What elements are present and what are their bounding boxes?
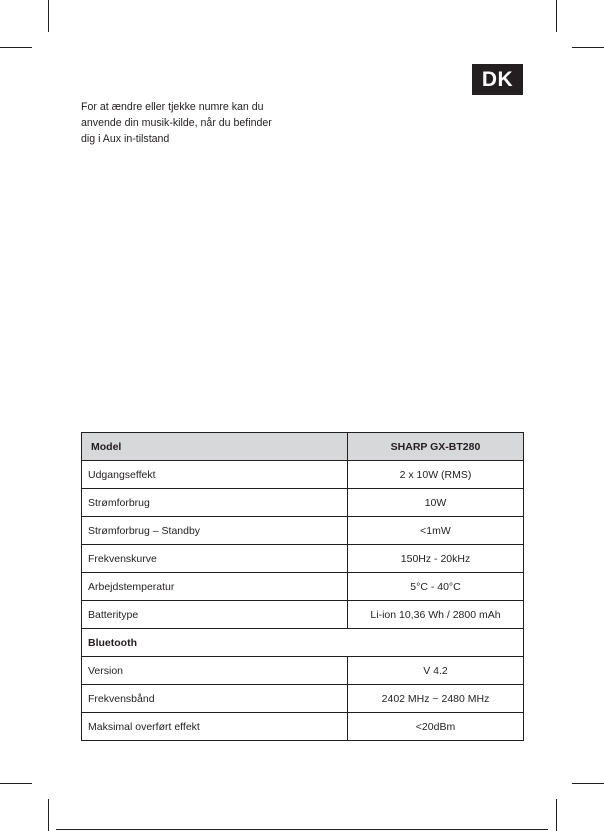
crop-mark-top-right: [556, 0, 557, 32]
spec-label: Frekvenskurve: [82, 545, 348, 573]
crop-mark-top-left: [48, 0, 49, 32]
specifications-table: [81, 432, 524, 741]
page-bottom-rule: [56, 829, 548, 830]
spec-value: Li-ion 10,36 Wh / 2800 mAh: [348, 601, 524, 629]
spec-value: 10W: [348, 489, 524, 517]
spec-label: Udgangseffekt: [82, 461, 348, 489]
table-row: [82, 685, 524, 713]
crop-mark-bottom-left: [48, 799, 49, 831]
table-row: [82, 461, 524, 489]
spec-label: Version: [82, 657, 348, 685]
crop-mark-left-bottom: [0, 783, 32, 784]
intro-paragraph: [81, 99, 321, 147]
spec-label: Batteritype: [82, 601, 348, 629]
section-row-bluetooth: [82, 629, 524, 657]
spec-value: 150Hz - 20kHz: [348, 545, 524, 573]
spec-value: V 4.2: [348, 657, 524, 685]
spec-value: 2402 MHz ~ 2480 MHz: [348, 685, 524, 713]
intro-line: anvende din musik-kilde, når du befinder: [81, 117, 272, 129]
spec-value: <20dBm: [348, 713, 524, 741]
crop-mark-right-bottom: [572, 783, 604, 784]
spec-label: Maksimal overført effekt: [82, 713, 348, 741]
spec-label: Frekvensbånd: [82, 685, 348, 713]
table-row: [82, 573, 524, 601]
table-row: [82, 489, 524, 517]
intro-line: For at ændre eller tjekke numre kan du: [81, 101, 264, 113]
header-label: Model: [82, 433, 348, 461]
section-label: Bluetooth: [82, 629, 524, 657]
table-row: [82, 601, 524, 629]
crop-mark-bottom-right: [556, 799, 557, 831]
language-badge: DK: [472, 64, 523, 95]
spec-label: Strømforbrug: [82, 489, 348, 517]
table-row: [82, 545, 524, 573]
table-row: [82, 517, 524, 545]
header-value: SHARP GX-BT280: [348, 433, 524, 461]
spec-value: 2 x 10W (RMS): [348, 461, 524, 489]
crop-mark-right-top: [572, 47, 604, 48]
table-row: [82, 657, 524, 685]
spec-value: <1mW: [348, 517, 524, 545]
spec-label: Strømforbrug – Standby: [82, 517, 348, 545]
table-header-row: [82, 433, 524, 461]
crop-mark-left-top: [0, 47, 32, 48]
spec-value: 5°C - 40°C: [348, 573, 524, 601]
intro-line: dig i Aux in-tilstand: [81, 133, 170, 145]
spec-label: Arbejdstemperatur: [82, 573, 348, 601]
table-row: [82, 713, 524, 741]
